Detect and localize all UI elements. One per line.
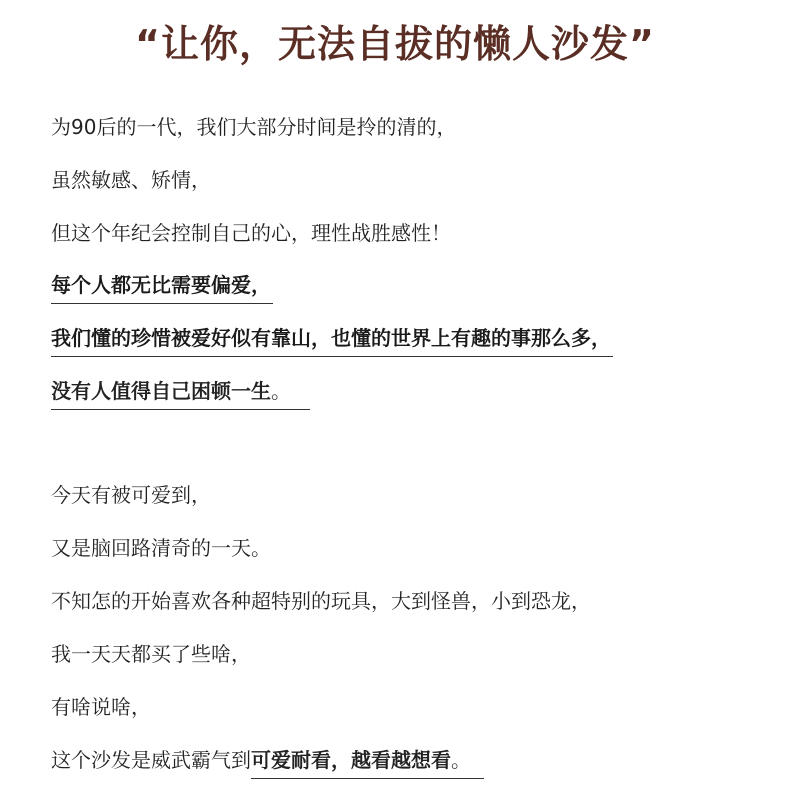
emphasis-line: 我们懂的珍惜被爱好似有靠山，也懂的世界上有趣的事那么多， bbox=[51, 324, 613, 357]
paragraph-line-mixed bbox=[51, 746, 484, 779]
emphasis-line-block bbox=[51, 271, 273, 304]
paragraph-line: 又是脑回路清奇的一天。 bbox=[51, 536, 271, 560]
paragraph-text: 这个沙发是威武霸气到 bbox=[51, 748, 251, 772]
emphasis-line-end: 。 bbox=[271, 379, 291, 403]
emphasis-line-underlined bbox=[251, 746, 484, 779]
paragraph-line: 不知怎的开始喜欢各种超特别的玩具，大到怪兽，小到恐龙， bbox=[51, 589, 591, 613]
emphasis-line-underlined bbox=[51, 377, 310, 410]
emphasis-text: 可爱耐看，越看越想看 bbox=[251, 748, 451, 772]
emphasis-line: 每个人都无比需要偏爱， bbox=[51, 271, 273, 304]
page-title: “让你，无法自拔的懒人沙发” bbox=[135, 22, 655, 66]
paragraph-line: 虽然敏感、矫情， bbox=[51, 168, 211, 192]
emphasis-line-block bbox=[51, 324, 613, 357]
emphasis-end: 。 bbox=[451, 748, 471, 772]
paragraph-line: 为90后的一代，我们大部分时间是拎的清的， bbox=[51, 115, 457, 139]
emphasis-line-block bbox=[51, 377, 310, 410]
emphasis-line: 没有人值得自己困顿一生 bbox=[51, 379, 271, 403]
paragraph-line: 有啥说啥， bbox=[51, 695, 151, 719]
paragraph-line: 我一天天都买了些啥， bbox=[51, 642, 251, 666]
paragraph-line: 但这个年纪会控制自己的心，理性战胜感性！ bbox=[51, 221, 451, 245]
paragraph-line: 今天有被可爱到， bbox=[51, 483, 211, 507]
